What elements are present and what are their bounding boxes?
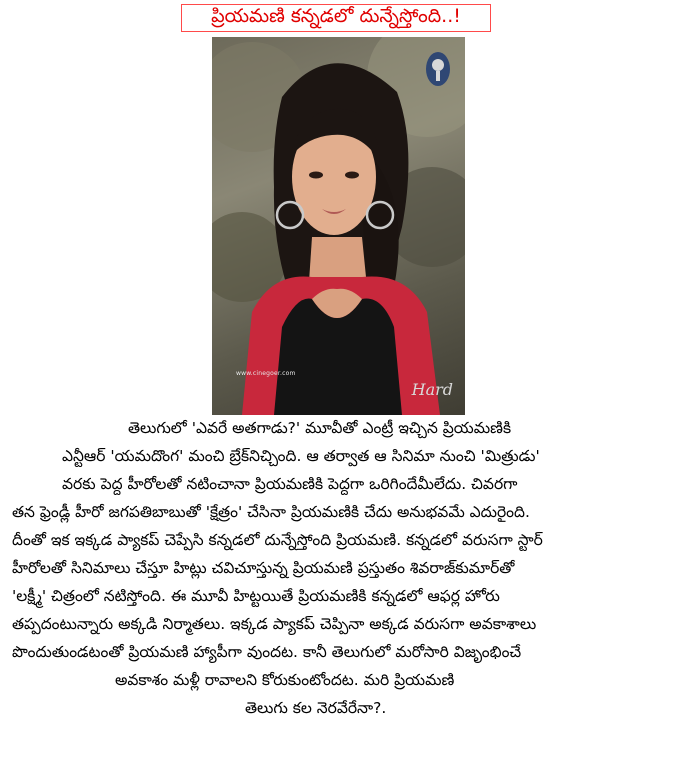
article-line: పొందుతుండటంతో ప్రియమణి హ్యాపీగా వుందట. కానీ తెలుగులో మరోసారి విజృంభించే — [12, 643, 522, 661]
article-line: తెలుగు కల నెరవేరేనా?. — [245, 699, 387, 717]
article-line: ఎన్టీఆర్ 'యమదొంగ' మంచి బ్రేక్‌నిచ్చింది. ఆ తర్వాత ఆ సినిమా నుంచి 'మిత్రుడు' — [62, 447, 540, 465]
headline-box — [181, 4, 491, 32]
article-line: తెలుగులో 'ఎవరే అతగాడు?' మూవీతో ఎంట్రీ ఇచ్చిన ప్రియమణికి — [128, 419, 512, 437]
shirt-print-text: Hard — [411, 380, 453, 399]
article-line: తప్పదంటున్నారు అక్కడి నిర్మాతలు. ఇక్కడ ప్యాకప్ చెప్పినా అక్కడ వరుసగా అవకాశాలు — [12, 615, 537, 633]
photo-watermark: www.cinegoer.com — [236, 370, 296, 377]
article-line: హీరోలతో సినిమాలు చేస్తూ హిట్లు చవిచూస్తున్న ప్రియమణి ప్రస్తుతం శివరాజ్‌కుమార్‌తో — [12, 559, 515, 577]
site-logo-icon — [425, 51, 451, 87]
article-line: 'లక్ష్మీ' చిత్రంలో నటిస్తోంది. ఈ మూవీ హిట్టయితే ప్రియమణికి కన్నడలో ఆఫర్ల హోరు — [12, 587, 500, 605]
photo-illustration — [212, 37, 465, 415]
headline: ప్రియమణి కన్నడలో దున్నేస్తోంది..! — [211, 4, 461, 27]
actress-photo — [212, 37, 465, 415]
article-line: వరకు పెద్ద హీరోలతో నటించానా ప్రియమణికి పెద్దగా ఒరిగిందేమీలేదు. చివరగా — [62, 475, 518, 493]
article-line: తన ఫ్రెండ్లీ హీరో జగపతిబాబుతో 'క్షేత్రం' చేసినా ప్రియమణికి చేదు అనుభవమే ఎదురైంది. — [12, 503, 530, 521]
article-line: అవకాశం మళ్లీ రావాలని కోరుకుంటోందట. మరి ప్రియమణి — [115, 671, 455, 689]
article-line: దీంతో ఇక ఇక్కడ ప్యాకప్ చెప్పేసి కన్నడలో దున్నేస్తోంది ప్రియమణి. కన్నడలో వరుసగా స్టార్ — [12, 531, 543, 549]
